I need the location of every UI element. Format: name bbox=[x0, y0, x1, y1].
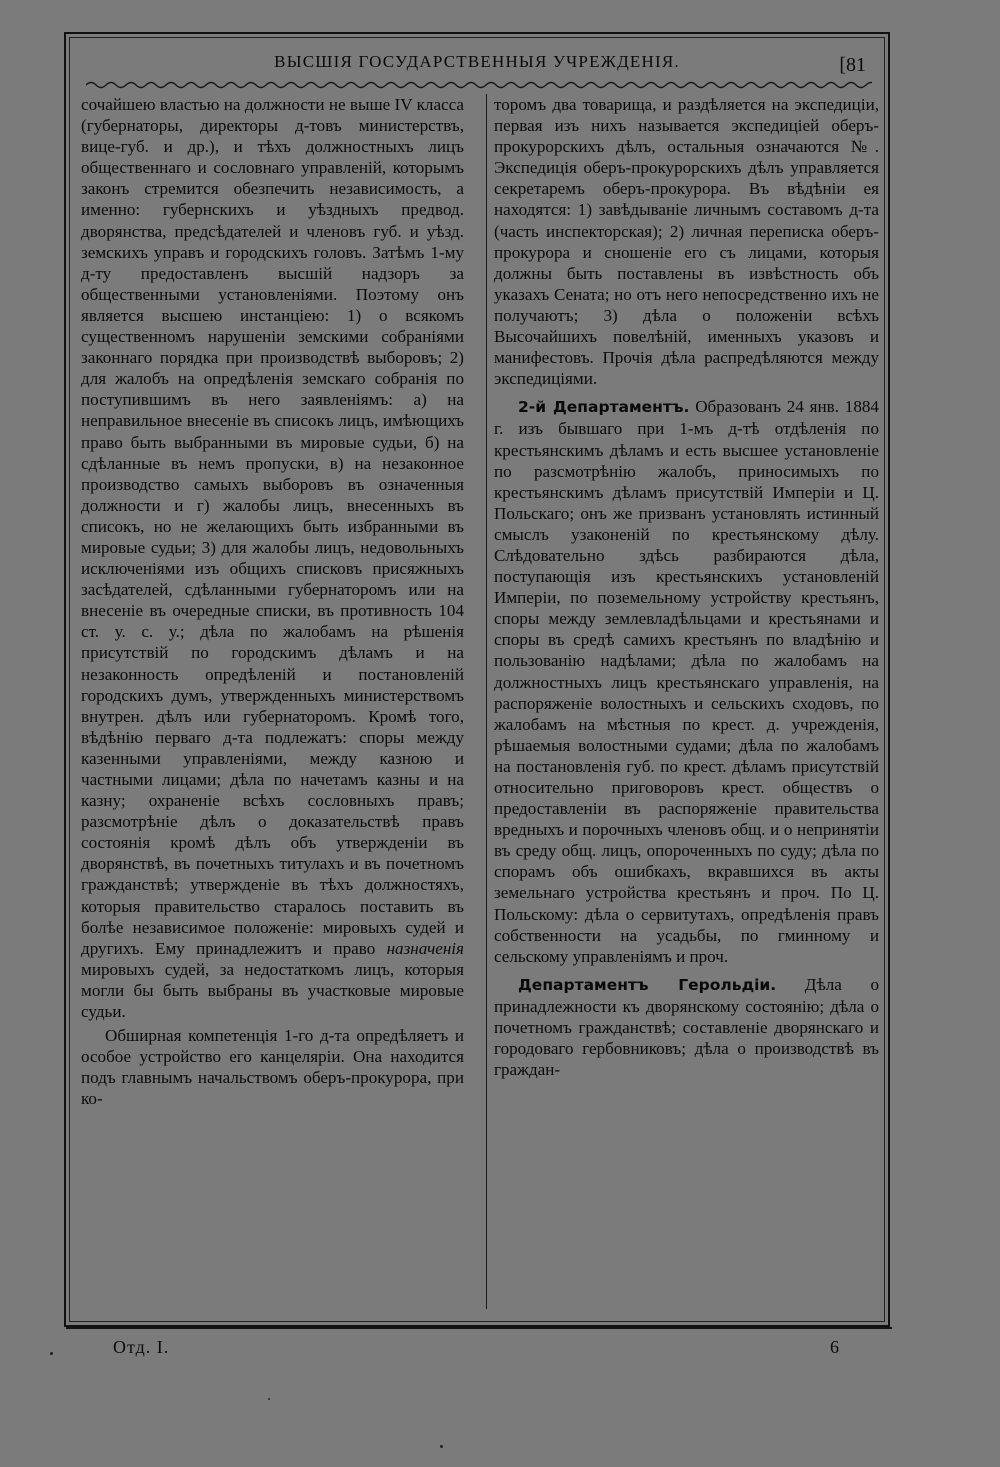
print-speck bbox=[50, 1352, 53, 1355]
page-number: [81 bbox=[839, 54, 866, 76]
footer-sheet-number: 6 bbox=[830, 1337, 839, 1357]
page-frame bbox=[64, 32, 890, 1327]
section-second-department bbox=[494, 396, 879, 967]
section-text-heraldry: Дѣла о принадлежности къ дворянскому состоянію; дѣла о почетномъ гражданствѣ; составленіе дворянскаго и городоваго гербовниковъ; дѣла о производствѣ въ граждан- bbox=[494, 974, 879, 1080]
section-heading-second-department: 2-й Департаментъ. bbox=[518, 398, 690, 417]
emphasized-word: назначенія bbox=[386, 938, 464, 958]
section-heading-heraldry: Департаментъ Герольдіи. bbox=[518, 975, 777, 994]
running-head: ВЫСШІЯ ГОСУДАРСТВЕННЫЯ УЧРЕЖДЕНІЯ. bbox=[274, 52, 680, 71]
left-paragraph-1 bbox=[81, 94, 464, 1022]
right-paragraph-1: торомъ два товарища, и раздѣляется на экспедиціи, первая изъ нихъ называется экспедиціей оберъ-прокурорскихъ дѣлъ, остальныя означаются №. Экспедиція оберъ-прокурорскихъ дѣлъ управляется секретаремъ оберъ-прокурора. Въ вѣдѣніи ея находятся: 1) завѣдываніе личнымъ составомъ д-та (часть инспекторская); 2) личная переписка оберъ-прокурора и сношеніе его съ лицами, которыя должны быть поставлены въ извѣстность объ указахъ Сената; но отъ него непосредственно ихъ не получаютъ; 3) дѣла о положеніи всѣхъ Высочайшихъ повелѣній, именныхъ указовъ и манифестовъ. Прочія дѣла распредѣляются между экспедиціями. bbox=[494, 95, 879, 389]
section-text-second-department: Образованъ 24 янв. 1884 г. изъ бывшаго при 1-мъ д-тѣ отдѣленія по крестьянскимъ дѣламъ и есть высшее установленіе по разсмотрѣнію жалобъ, приносимыхъ по крестьянскимъ дѣламъ присутствій Имперіи и Ц. Польскаго; онъ же призванъ установлять истинный смыслъ узаконеній по крестьянскому дѣлу. Слѣдовательно здѣсь разбираются дѣла, поступающія изъ крестьянскихъ установленій Имперіи, по поземельному устройству крестьянъ, споры между землевладѣльцами и крестьянами и споры въ средѣ самихъ крестьянъ по владѣнію и пользованію надѣлами; дѣла по жалобамъ на должностныхъ лицъ крестьянскаго управленія, на распоряженіе волостныхъ и сельскихъ сходовъ, по жалобамъ на мѣстныя по крест. д. учрежденія, рѣшаемыя волостными судами; дѣла по жалобамъ на постановленія губ. по крест. дѣламъ присутствій относительно приговоровъ крест. обществъ о предоставленіи въ распоряженіе правительства вредныхъ и порочныхъ членовъ общ. и о непринятіи въ среду общ. лицъ, опороченныхъ по суду; дѣла по спорамъ объ ошибкахъ, вкравшихся въ акты земельнаго устройства крестьянъ и проч. По Ц. Польскому: дѣла о сервитутахъ, опредѣленія правъ собственности на усадьбы, по гминному и сельскому управленіямъ и проч. bbox=[494, 397, 879, 966]
section-heraldry-department bbox=[494, 974, 879, 1080]
left-paragraph-1-text: сочайшею властью на должности не выше IV класса (губернаторы, директоры д-товъ министерствъ, вице-губ. и др.), и тѣхъ должностныхъ лицъ общественнаго и сословнаго управленій, которымъ законъ стремится обезпечить независимость, а именно: губернскихъ и уѣздныхъ предвод. дворянства, предсѣдателей и членовъ губ. и уѣзд. земскихъ управъ и городскихъ головъ. Затѣмъ 1-му д-ту предоставленъ высшій надзоръ за общественными установленіями. Поэтому онъ является высшею инстанціею: 1) о всякомъ существенномъ нарушеніи земскими собраніями законнаго порядка при производствѣ выборовъ; 2) для жалобъ на опредѣленія земскаго собранія по поступившимъ въ него заявленіямъ: а) на неправильное внесеніе въ списокъ лицъ, имѣющихъ право быть выбранными въ мировые судьи, б) на сдѣланные въ немъ пропуски, в) на незаконное производство самыхъ выборовъ въ означенныя должности и г) жалобы лицъ, внесенныхъ въ списокъ, но не желающихъ быть избранными въ мировые судьи; 3) для жалобы лицъ, недовольныхъ исключеніями изъ общихъ списковъ присяжныхъ засѣдателей, сдѣланными губернаторомъ или на внесеніе въ очередные списки, въ противность 104 ст. у. с. у.; дѣла по жалобамъ на рѣшенія присутствій по городскимъ дѣламъ и на незаконность опредѣленій и постановленій городскихъ думъ, утвержденныхъ министерствомъ внутрен. дѣлъ или губернаторомъ. Кромѣ того, вѣдѣнію перваго д-та подлежатъ: споры между казенными управленіями, между казною и частными лицами; дѣла по начетамъ казны и на казну; охраненіе всѣхъ сословныхъ правъ; разсмотрѣніе дѣлъ о доказательствѣ правъ состоянія кромѣ дѣлъ объ утвержденіи въ дворянствѣ, въ почетныхъ титулахъ и въ почетномъ гражданствѣ; утвержденіе въ тѣхъ должностяхъ, которыя правительство старалось поставить въ болѣе независимое положеніе: мировыхъ судей и другихъ. Ему принадлежитъ и право bbox=[81, 95, 464, 958]
bottom-rule bbox=[66, 1327, 892, 1329]
left-column bbox=[81, 94, 464, 1110]
footer-section-mark: Отд. I. bbox=[113, 1337, 170, 1357]
column-divider bbox=[486, 94, 487, 1309]
left-paragraph-1-tail: мировыхъ судей, за недостаткомъ лицъ, которыя могли бы быть выбраны въ участковые мировые судьи. bbox=[81, 959, 464, 1022]
left-paragraph-2: Обширная компетенція 1-го д-та опредѣляетъ и особое устройство его канцеляріи. Она находится подъ главнымъ начальствомъ оберъ-прокурора, при ко- bbox=[81, 1026, 464, 1109]
print-speck bbox=[268, 1398, 270, 1400]
right-column bbox=[494, 94, 879, 1080]
wavy-header-rule bbox=[86, 80, 872, 90]
print-speck bbox=[440, 1445, 443, 1448]
